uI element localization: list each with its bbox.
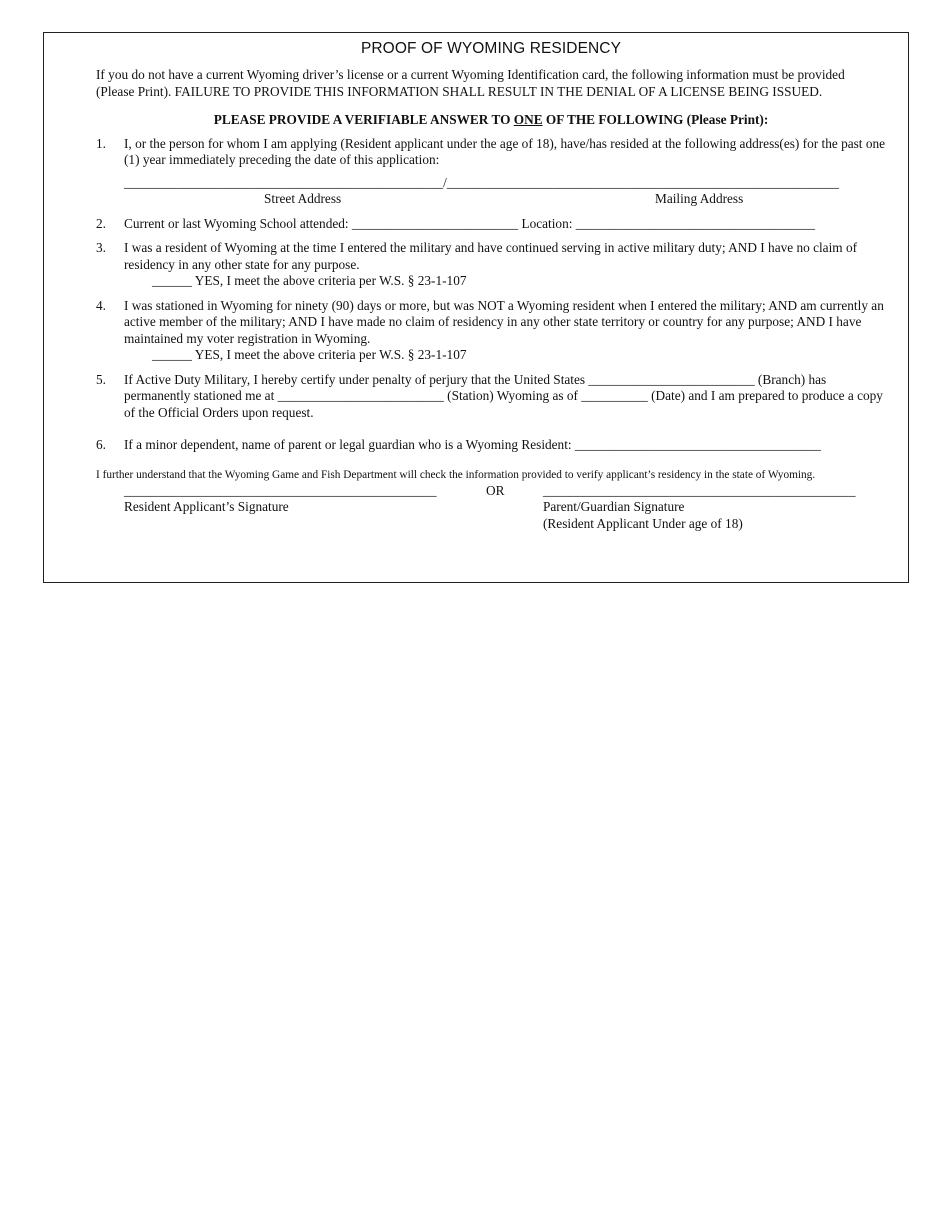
- form-content: [96, 39, 886, 531]
- instruction-pre: PLEASE PROVIDE A VERIFIABLE ANSWER TO: [213, 112, 514, 127]
- or-separator: OR: [486, 482, 505, 498]
- item-4-yes-checkline[interactable]: ______ YES, I meet the above criteria per W.S. § 23-1-107: [152, 347, 467, 362]
- applicant-signature-label: Resident Applicant’s Signature: [124, 499, 289, 514]
- item-6: [96, 437, 886, 454]
- item-3-number: 3.: [96, 240, 106, 255]
- item-3: [96, 240, 886, 290]
- guardian-signature-sublabel: (Resident Applicant Under age of 18): [543, 515, 743, 531]
- intro-line-1: If you do not have a current Wyoming driver’s license or a current Wyoming Identification card, the following information must be provided: [96, 67, 845, 82]
- item-2-text[interactable]: Current or last Wyoming School attended: _________________________ Location: ____________________________________: [124, 215, 816, 231]
- item-5-text[interactable]: If Active Duty Military, I hereby certify under penalty of perjury that the United States _________________________ (Branch) has permanently stationed me at _________________________ (Station) Wyoming as of __________ (Date) and I am prepared to produce a copy of the Official Orders upon request.: [124, 371, 883, 420]
- mailing-address-label: Mailing Address: [655, 190, 744, 206]
- intro-line-2: (Please Print). FAILURE TO PROVIDE THIS INFORMATION SHALL RESULT IN THE DENIAL OF A LICENSE BEING ISSUED.: [96, 83, 823, 99]
- item-3-text: I was a resident of Wyoming at the time I entered the military and have continued serving in active military duty; AND I have no claim of residency in any other state for any purpose.: [124, 240, 858, 272]
- item-2: [96, 216, 886, 233]
- item-4: [96, 298, 886, 364]
- item-4-text: I was stationed in Wyoming for ninety (90) days or more, but was NOT a Wyoming resident when I entered the military; AND am currently an active member of the military; AND I have made no claim of residency in any other state territory or country for any purpose; AND I have maintained my voter registration in Wyoming.: [124, 297, 884, 346]
- item-5: [96, 372, 886, 422]
- signature-row: [96, 483, 886, 531]
- street-address-label: Street Address: [264, 190, 342, 206]
- item-1-text: I, or the person for whom I am applying (Resident applicant under the age of 18), have/has resided at the following address(es) for the past one (1) year immediately preceding the date of this application:: [124, 135, 886, 167]
- verification-notice: I further understand that the Wyoming Game and Fish Department will check the information provided to verify applicant’s residency in the state of Wyoming.: [96, 468, 816, 481]
- item-1-number: 1.: [96, 135, 106, 151]
- item-6-text[interactable]: If a minor dependent, name of parent or legal guardian who is a Wyoming Resident: _____________________________________: [124, 437, 821, 452]
- intro-text: [96, 67, 886, 100]
- form-title: PROOF OF WYOMING RESIDENCY: [360, 40, 622, 57]
- address-blank-line[interactable]: ________________________________________________/___________________________________________________________: [124, 174, 840, 190]
- item-3-yes-checkline[interactable]: ______ YES, I meet the above criteria per W.S. § 23-1-107: [152, 273, 467, 288]
- item-2-number: 2.: [96, 215, 106, 231]
- instruction-post: OF THE FOLLOWING (Please Print):: [542, 112, 769, 127]
- instruction-emphasis: ONE: [513, 112, 543, 127]
- guardian-signature-block: [543, 483, 855, 533]
- item-5-number: 5.: [96, 371, 106, 387]
- item-6-number: 6.: [96, 437, 106, 452]
- applicant-signature-line[interactable]: _______________________________________________: [124, 482, 437, 498]
- applicant-signature-block: [124, 483, 436, 516]
- guardian-signature-label: Parent/Guardian Signature: [543, 499, 685, 514]
- address-labels: [124, 191, 886, 208]
- form-frame: [43, 32, 909, 583]
- instruction-heading: [96, 112, 886, 129]
- item-4-number: 4.: [96, 297, 106, 313]
- item-1: [96, 136, 886, 208]
- guardian-signature-line[interactable]: _______________________________________________: [543, 482, 856, 498]
